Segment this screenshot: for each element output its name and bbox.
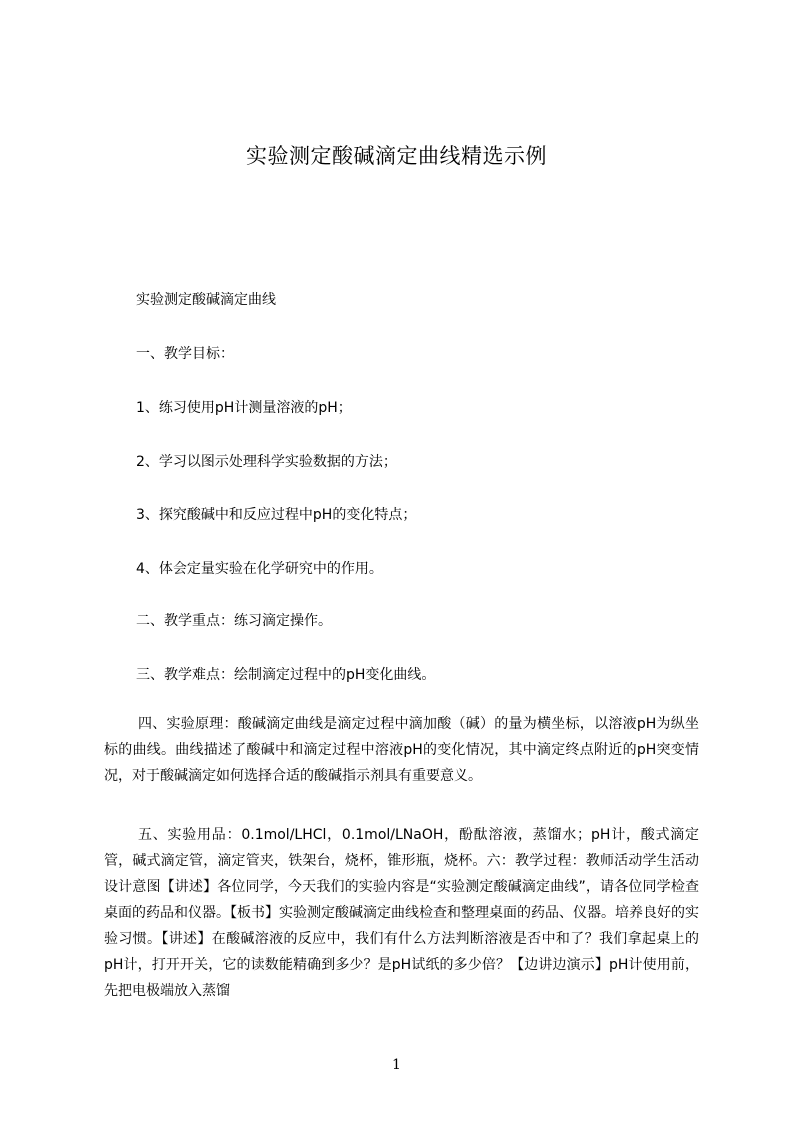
page-number: 1 xyxy=(392,1057,401,1073)
section-heading: 实验测定酸碱滴定曲线 xyxy=(136,292,276,308)
materials-paragraph: 五、实验用品：0.1mol/LHCl，0.1mol/LNaOH，酚酞溶液，蒸馏水；pH计，酸式滴定管，碱式滴定管，滴定管夹，铁架台，烧杯，锥形瓶，烧杯。六：教学过程：教师活动学生活动设计意图【讲述】各位同学，今天我们的实验内容是“实验测定酸碱滴定曲线”，请各位同学检查桌面的药品和仪器。【板书】实验测定酸碱滴定曲线检查和整理桌面的药品、仪器。培养良好的实验习惯。【讲述】在酸碱溶液的反应中，我们有什么方法判断溶液是否中和了？我们拿起桌上的pH计，打开开关，它的读数能精确到多少？是pH试纸的多少倍？【边讲边演示】pH计使用前，先把电极端放入蒸馏 xyxy=(104,827,699,999)
principle-paragraph: 四、实验原理：酸碱滴定曲线是滴定过程中滴加酸（碱）的量为横坐标，以溶液pH为纵坐标的曲线。曲线描述了酸碱中和滴定过程中溶液pH的变化情况，其中滴定终点附近的pH突变情况，对于酸碱滴定如何选择合适的酸碱指示剂具有重要意义。 xyxy=(104,716,699,784)
objectives-heading: 一、教学目标： xyxy=(136,346,234,362)
key-point-line: 二、教学重点：练习滴定操作。 xyxy=(136,613,332,629)
document-title: 实验测定酸碱滴定曲线精选示例 xyxy=(246,144,547,168)
objective-item-2: 2、学习以图示处理科学实验数据的方法； xyxy=(136,454,397,470)
objective-item-4: 4、体会定量实验在化学研究中的作用。 xyxy=(136,561,383,577)
difficulty-line: 三、教学难点：绘制滴定过程中的pH变化曲线。 xyxy=(136,667,436,683)
objective-item-3: 3、探究酸碱中和反应过程中pH的变化特点； xyxy=(136,507,417,523)
objective-item-1: 1、练习使用pH计测量溶液的pH； xyxy=(136,400,352,416)
